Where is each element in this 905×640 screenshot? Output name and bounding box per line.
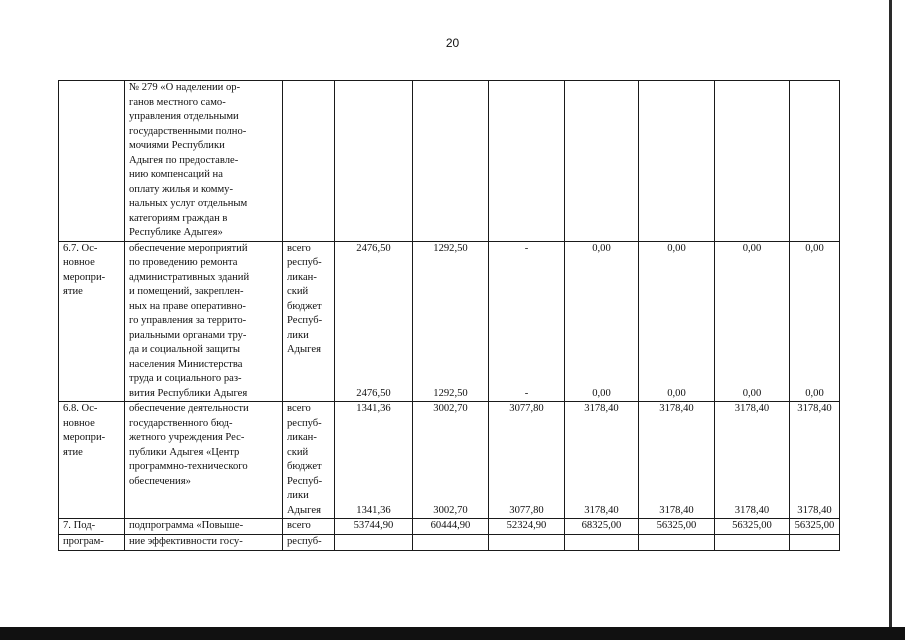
value-cell: 3178,40 3178,40 (639, 402, 715, 519)
item-number-cell: 6.7. Ос- новное меропри- ятие (59, 241, 125, 402)
value-cell: 1292,50 1292,50 (413, 241, 489, 402)
value-cell: 56325,00 (639, 519, 715, 535)
table-row (59, 519, 840, 535)
scan-bottom-border (0, 627, 905, 640)
value-cell: 3077,80 3077,80 (489, 402, 565, 519)
item-name-cell: обеспечение деятельности государственного бюд- жетного учреждения Рес- публики Адыгея «Центр программно-технического обеспечения» (125, 402, 283, 519)
funding-source-cell: респуб- (283, 535, 335, 551)
table-row (59, 402, 840, 519)
page-number: 20 (445, 36, 460, 50)
funding-source-cell (283, 81, 335, 242)
funding-source-cell: всего респуб- ликан- ский бюджет Респуб- лики Адыгея (283, 402, 335, 519)
value-cell: 3178,40 3178,40 (565, 402, 639, 519)
value-cell: 2476,50 2476,50 (335, 241, 413, 402)
value-cell (413, 81, 489, 242)
value-cell (715, 81, 790, 242)
value-cell (790, 535, 840, 551)
value-cell: 0,00 0,00 (639, 241, 715, 402)
item-number-cell: 6.8. Ос- новное меропри- ятие (59, 402, 125, 519)
value-cell (489, 81, 565, 242)
value-cell: 60444,90 (413, 519, 489, 535)
table-row (59, 535, 840, 551)
value-cell (489, 535, 565, 551)
item-number-cell: програм- (59, 535, 125, 551)
value-cell (335, 81, 413, 242)
value-cell (715, 535, 790, 551)
value-cell: - - (489, 241, 565, 402)
value-cell: 53744,90 (335, 519, 413, 535)
value-cell: 0,00 0,00 (790, 241, 840, 402)
value-cell (565, 81, 639, 242)
value-cell: 1341,36 1341,36 (335, 402, 413, 519)
value-cell: 3178,40 3178,40 (790, 402, 840, 519)
value-cell: 56325,00 (715, 519, 790, 535)
value-cell (413, 535, 489, 551)
value-cell: 3002,70 3002,70 (413, 402, 489, 519)
value-cell: 52324,90 (489, 519, 565, 535)
item-name-cell: ние эффективности госу- (125, 535, 283, 551)
value-cell (335, 535, 413, 551)
item-name-cell: обеспечение мероприятий по проведению ремонта административных зданий и помещений, закреплен- ных на праве оперативно- го управления за террито- риальными органами тру- да и социальной защиты населения Министерства труда и социального раз- вития Республики Адыгея (125, 241, 283, 402)
table-row (59, 81, 840, 242)
budget-table (58, 80, 840, 551)
value-cell: 0,00 0,00 (565, 241, 639, 402)
value-cell: 56325,00 (790, 519, 840, 535)
value-cell (565, 535, 639, 551)
item-name-cell: подпрограмма «Повыше- (125, 519, 283, 535)
value-cell (790, 81, 840, 242)
scan-edge-shadow (889, 0, 892, 640)
item-number-cell (59, 81, 125, 242)
value-cell: 0,00 0,00 (715, 241, 790, 402)
funding-source-cell: всего (283, 519, 335, 535)
value-cell (639, 81, 715, 242)
funding-source-cell: всего респуб- ликан- ский бюджет Респуб- лики Адыгея (283, 241, 335, 402)
value-cell: 3178,40 3178,40 (715, 402, 790, 519)
table-row (59, 241, 840, 402)
value-cell (639, 535, 715, 551)
value-cell: 68325,00 (565, 519, 639, 535)
item-name-cell: № 279 «О наделении ор- ганов местного само- управления отдельными государственными полно- мочиями Республики Адыгея по предоставле- нию компенсаций на оплату жилья и комму- нальных услуг отдельным категориям граждан в Республике Адыгея» (125, 81, 283, 242)
item-number-cell: 7. Под- (59, 519, 125, 535)
